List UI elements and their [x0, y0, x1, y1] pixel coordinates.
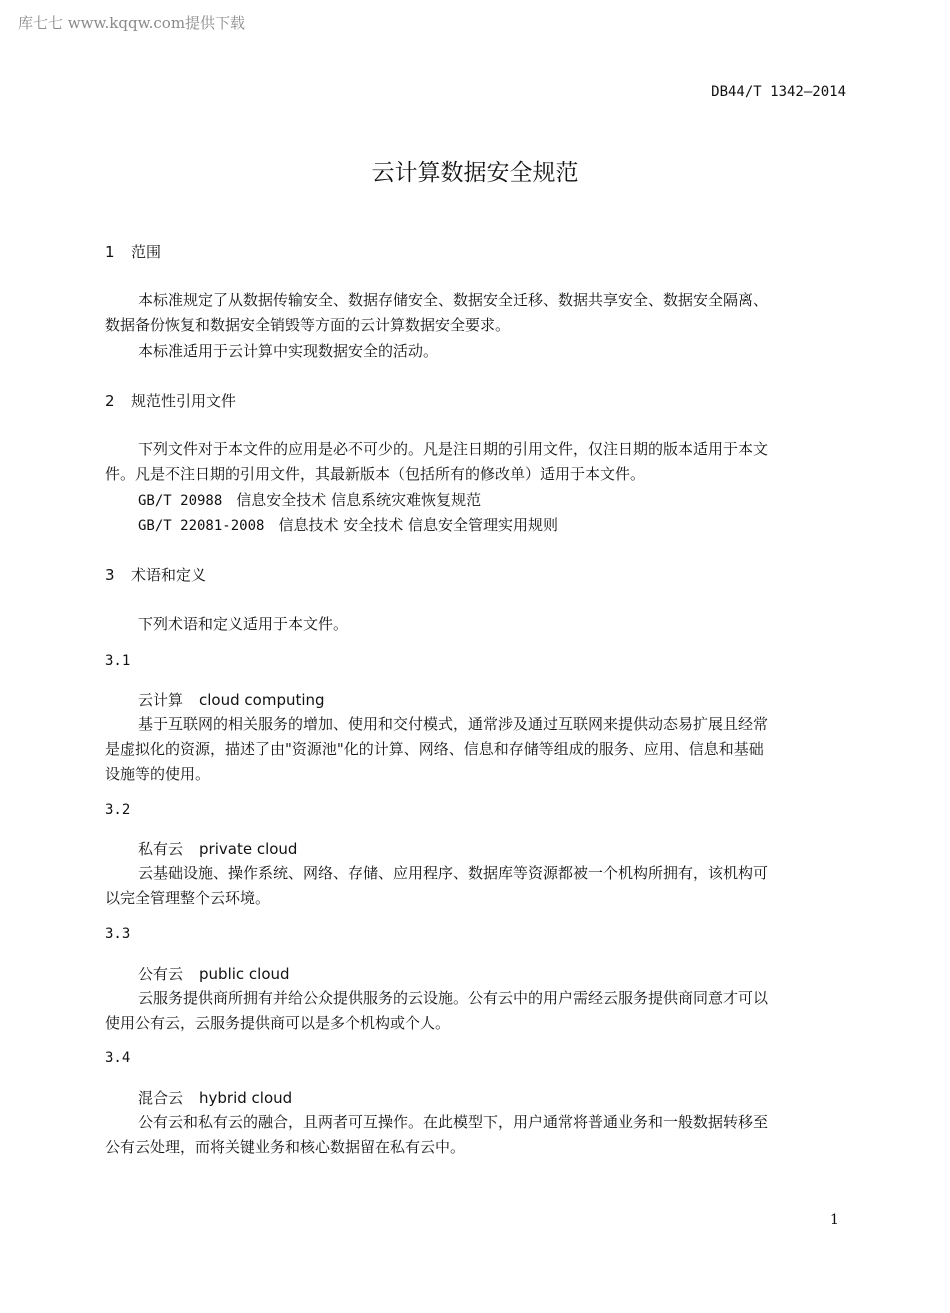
term-en: private cloud [199, 840, 298, 858]
term-number: 3.4 [105, 1050, 131, 1066]
reference-title: 信息技术 安全技术 信息安全管理实用规则 [278, 516, 558, 534]
page-number: 1 [830, 1212, 839, 1228]
page-title: 云计算数据安全规范 [371, 160, 579, 186]
scope-paragraph-line: 本标准规定了从数据传输安全、数据存储安全、数据安全迁移、数据共享安全、数据安全隔离、 [138, 291, 769, 309]
term-zh: 私有云 [138, 840, 184, 858]
term-number: 3.3 [105, 926, 131, 942]
term-zh: 云计算 [138, 691, 184, 709]
document-code: DB44/T 1342—2014 [711, 84, 846, 100]
section-title: 规范性引用文件 [131, 392, 237, 410]
term-zh: 混合云 [138, 1089, 184, 1107]
reference-title: 信息安全技术 信息系统灾难恢复规范 [236, 491, 482, 509]
term-definition-line: 基于互联网的相关服务的增加、使用和交付模式，通常涉及通过互联网来提供动态易扩展且经常 [138, 715, 769, 733]
section-title: 范围 [131, 243, 162, 261]
section-heading-normative-references [105, 390, 236, 411]
term-definition-line: 公有云处理，而将关键业务和核心数据留在私有云中。 [105, 1138, 466, 1156]
term-definition-line: 以完全管理整个云环境。 [105, 889, 271, 907]
term-definition-line: 使用公有云，云服务提供商可以是多个机构或个人。 [105, 1014, 451, 1032]
term-heading [138, 1087, 292, 1108]
section-title: 术语和定义 [131, 566, 207, 584]
section-number: 2 [105, 392, 115, 410]
term-number: 3.1 [105, 653, 131, 669]
term-definition-line: 设施等的使用。 [105, 765, 211, 783]
normative-paragraph-line: 下列文件对于本文件的应用是必不可少的。凡是注日期的引用文件，仅注日期的版本适用于本文 [138, 440, 769, 458]
section-heading-scope [105, 241, 161, 262]
term-definition-line: 云服务提供商所拥有并给公众提供服务的云设施。公有云中的用户需经云服务提供商同意才可以 [138, 989, 769, 1007]
term-zh: 公有云 [138, 965, 184, 983]
scope-applicability: 本标准适用于云计算中实现数据安全的活动。 [138, 342, 439, 360]
reference-code: GB/T 20988 [138, 493, 223, 509]
term-heading [138, 838, 297, 859]
watermark: 库七七 www.kqqw.com提供下载 [18, 14, 246, 32]
section-heading-terms [105, 564, 206, 585]
term-heading [138, 963, 290, 984]
reference-item [138, 514, 558, 535]
term-definition-line: 是虚拟化的资源，描述了由"资源池"化的计算、网络、信息和存储等组成的服务、应用、信息和基础 [105, 740, 764, 758]
section-number: 3 [105, 566, 115, 584]
term-en: cloud computing [199, 691, 325, 709]
term-heading [138, 689, 325, 710]
term-number: 3.2 [105, 802, 131, 818]
term-en: hybrid cloud [199, 1089, 293, 1107]
terms-intro: 下列术语和定义适用于本文件。 [138, 615, 349, 633]
term-definition-line: 云基础设施、操作系统、网络、存储、应用程序、数据库等资源都被一个机构所拥有，该机构可 [138, 864, 769, 882]
term-en: public cloud [199, 965, 290, 983]
term-definition-line: 公有云和私有云的融合，且两者可互操作。在此模型下，用户通常将普通业务和一般数据转移至 [138, 1113, 769, 1131]
section-number: 1 [105, 243, 115, 261]
scope-paragraph-line: 数据备份恢复和数据安全销毁等方面的云计算数据安全要求。 [105, 316, 511, 334]
reference-code: GB/T 22081-2008 [138, 518, 265, 534]
reference-item [138, 489, 481, 510]
normative-paragraph-line: 件。凡是不注日期的引用文件，其最新版本（包括所有的修改单）适用于本文件。 [105, 465, 646, 483]
